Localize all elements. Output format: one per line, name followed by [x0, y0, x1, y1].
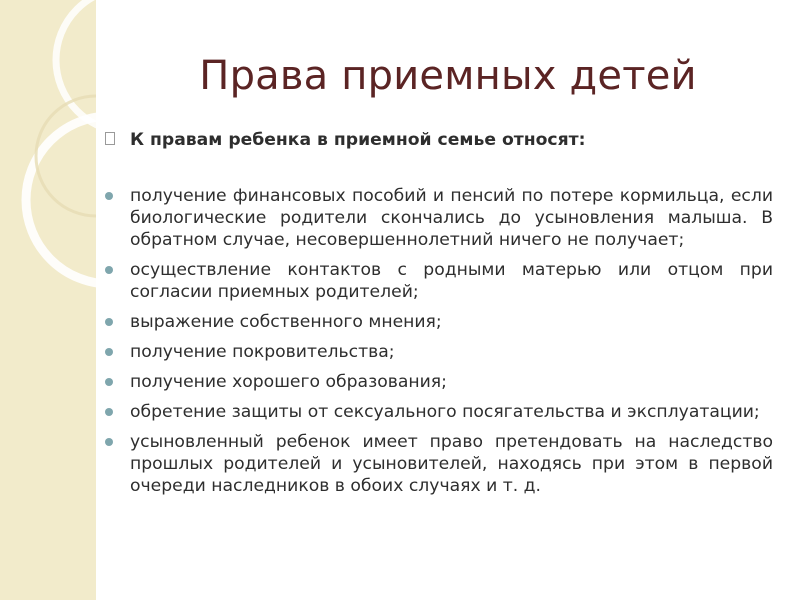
list-item-text: осуществление контактов с родными матерью или отцом при согласии приемных родителей; [130, 260, 773, 302]
list-item [105, 371, 773, 393]
round-bullet-icon [105, 192, 113, 200]
list-item-text: получение финансовых пособий и пенсий по потере кормильца, если биологические родители скончались до усыновления малыша. В обратном случае, несовершеннолетний ничего не получает; [130, 186, 773, 250]
list-item [105, 401, 773, 423]
round-bullet-icon [105, 348, 113, 356]
rights-list [105, 185, 773, 497]
round-bullet-icon [105, 408, 113, 416]
list-item-text: выражение собственного мнения; [130, 312, 442, 332]
round-bullet-icon [105, 266, 113, 274]
list-item-text: обретение защиты от сексуального посягательства и эксплуатации; [130, 402, 760, 422]
list-item [105, 185, 773, 251]
intro-line [105, 129, 773, 151]
list-item [105, 259, 773, 303]
round-bullet-icon [105, 318, 113, 326]
slide-content [105, 129, 773, 505]
decorative-side-panel [0, 0, 96, 600]
decorative-rings-graphic [0, 0, 96, 600]
list-item-text: усыновленный ребенок имеет право претендовать на наследство прошлых родителей и усыновителей, находясь при этом в первой очереди наследников в обоих случаях и т. д. [130, 432, 773, 496]
list-item-text: получение хорошего образования; [130, 372, 447, 392]
round-bullet-icon [105, 438, 113, 446]
round-bullet-icon [105, 378, 113, 386]
list-item [105, 341, 773, 363]
slide-title: Права приемных детей [199, 53, 697, 99]
list-item [105, 311, 773, 333]
square-bullet-icon [105, 132, 115, 145]
intro-text: К правам ребенка в приемной семье относят: [130, 130, 586, 150]
list-item-text: получение покровительства; [130, 342, 395, 362]
list-item [105, 431, 773, 497]
